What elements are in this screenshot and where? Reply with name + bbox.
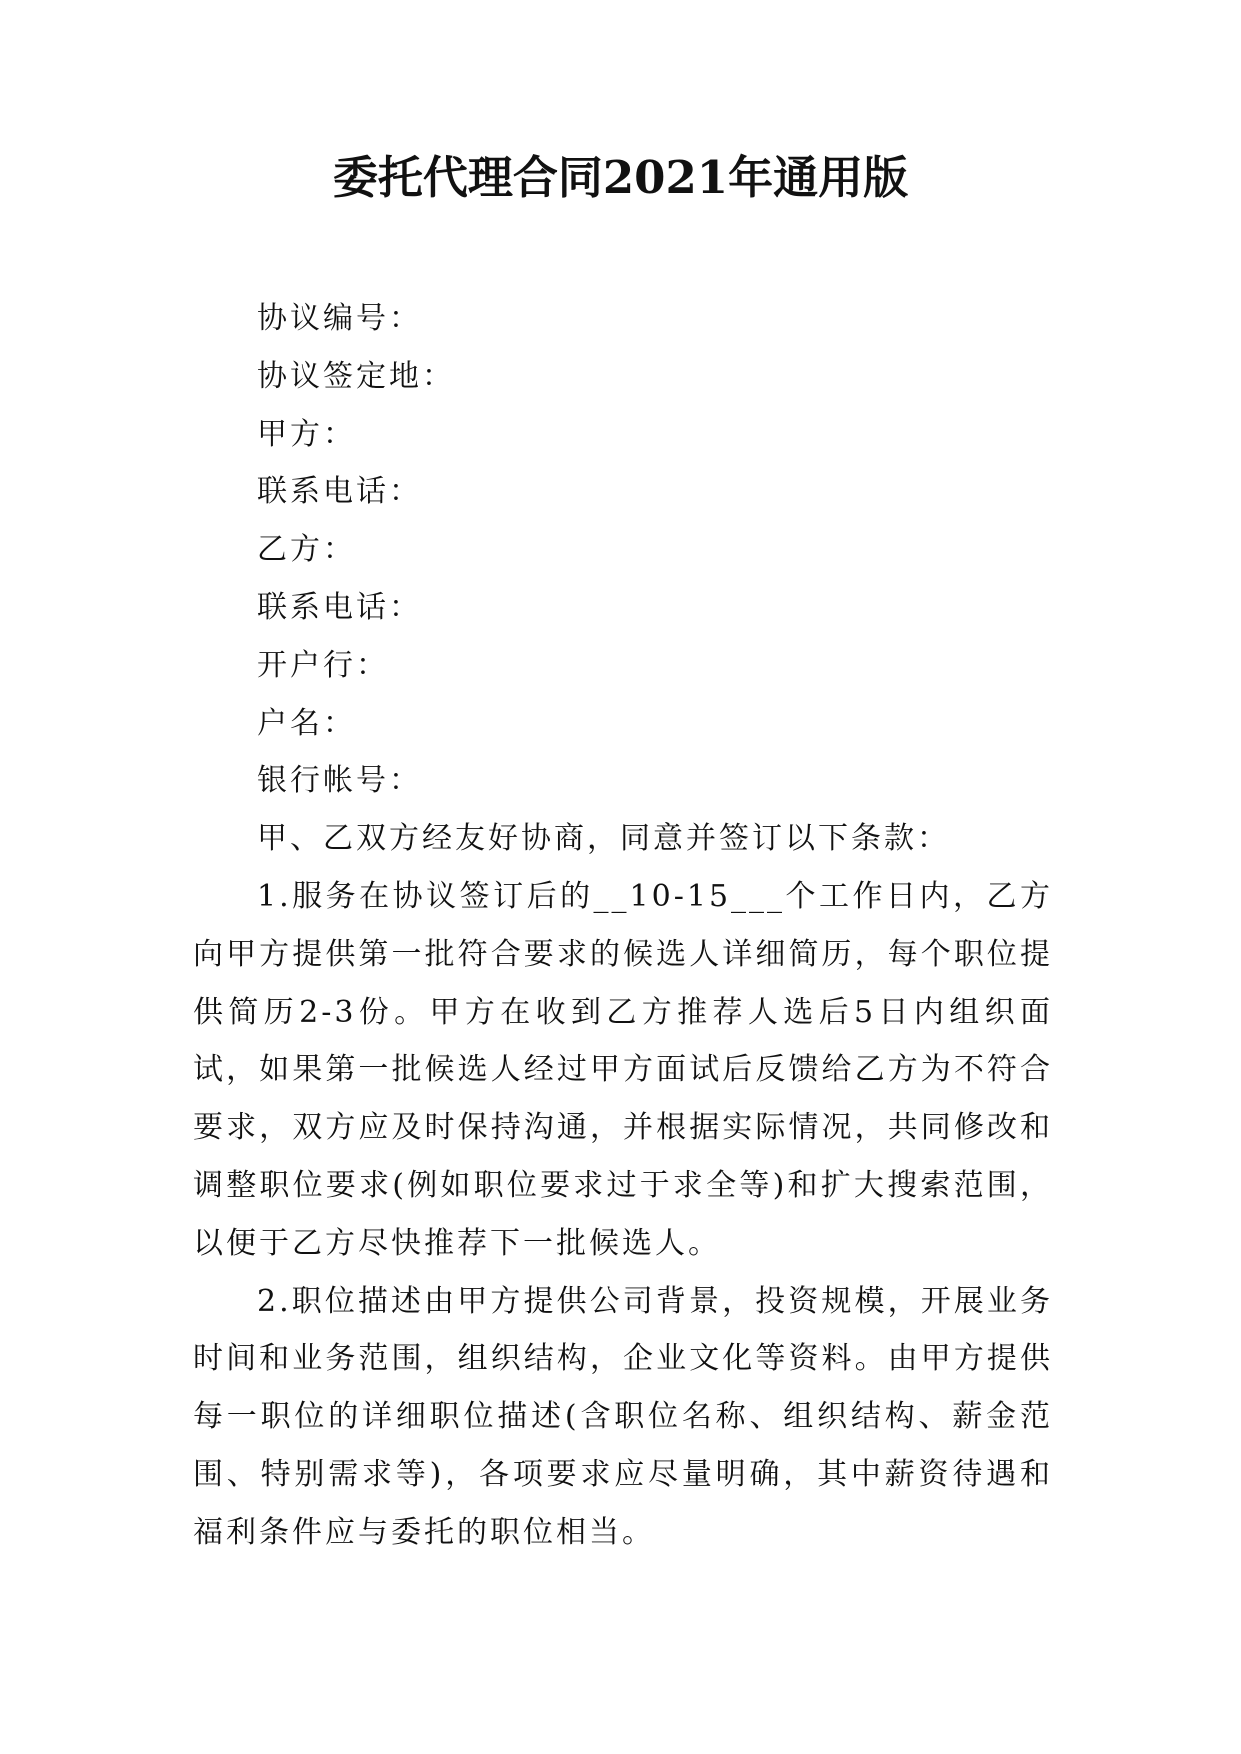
field-bank: 开户行： [257, 647, 389, 683]
field-party-a-phone: 联系电话： [257, 474, 422, 510]
field-account-name: 户名： [257, 705, 356, 741]
intro-paragraph: 甲、乙双方经友好协商，同意并签订以下条款： [257, 821, 950, 857]
clause-paragraph: 1.服务在协议签订后的__10-15___个工作日内，乙方向甲方提供第一批符合要求的候选人详细简历，每个职位提供简历2-3份。甲方在收到乙方推荐人选后5日内组织面试，如果第一批候选人经过甲方面试后反馈给乙方为不符合要求，双方应及时保持沟通，并根据实际情况，共同修改和调整职位要求(例如职位要求过于求全等)和扩大搜索范围，以便于乙方尽快推荐下一批候选人。 [193, 878, 1053, 1261]
field-signing-place: 协议签定地： [257, 358, 455, 394]
document-title: 委托代理合同2021年通用版 [332, 151, 909, 204]
field-party-a: 甲方： [257, 416, 356, 452]
clause-paragraph: 2.职位描述由甲方提供公司背景，投资规模，开展业务时间和业务范围，组织结构，企业文化等资料。由甲方提供每一职位的详细职位描述(含职位名称、组织结构、薪金范围、特别需求等)，各项要求应尽量明确，其中薪资待遇和福利条件应与委托的职位相当。 [193, 1283, 1053, 1550]
document-body [193, 290, 1053, 1562]
field-bank-account: 银行帐号： [257, 763, 422, 799]
field-agreement-number: 协议编号： [257, 301, 422, 336]
field-party-b: 乙方： [257, 532, 356, 568]
field-party-b-phone: 联系电话： [257, 589, 422, 625]
